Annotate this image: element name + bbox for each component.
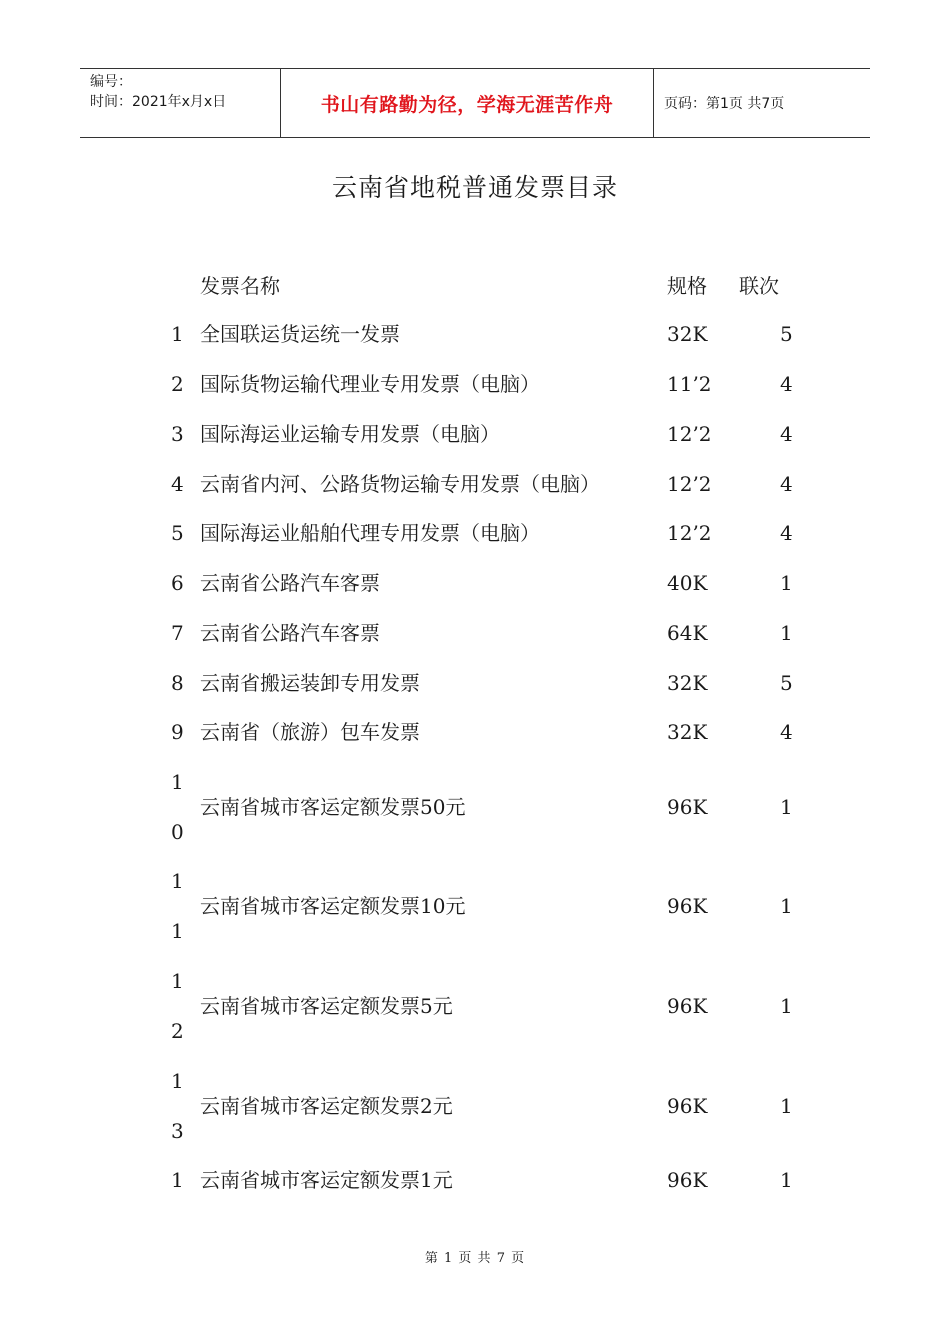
invoice-name: 云南省城市客运定额发票10元 [200, 894, 466, 918]
invoice-copies: 5 [780, 671, 793, 695]
invoice-name: 国际海运业运输专用发票（电脑） [200, 422, 500, 446]
invoice-name: 云南省城市客运定额发票2元 [200, 1094, 453, 1118]
row-number: 5 [171, 521, 184, 545]
row-number: 1 [171, 322, 184, 346]
time-label: 时间：2021年x月x日 [90, 94, 227, 110]
row-number: 6 [171, 571, 184, 595]
invoice-name: 云南省城市客运定额发票1元 [200, 1168, 453, 1192]
invoice-spec: 12’2 [667, 472, 712, 496]
table-row [0, 1165, 950, 1195]
invoice-copies: 1 [780, 571, 793, 595]
header-meta [80, 69, 281, 137]
invoice-spec: 12’2 [667, 521, 712, 545]
table-row [0, 891, 950, 921]
invoice-copies: 1 [780, 994, 793, 1018]
invoice-name: 云南省内河、公路货物运输专用发票（电脑） [200, 472, 600, 496]
invoice-spec: 96K [667, 1094, 708, 1118]
row-number: 1 2 [171, 969, 184, 1043]
invoice-name: 云南省（旅游）包车发票 [200, 720, 420, 744]
invoice-spec: 12’2 [667, 422, 712, 446]
invoice-copies: 1 [780, 621, 793, 645]
invoice-spec: 96K [667, 894, 708, 918]
invoice-name: 云南省城市客运定额发票50元 [200, 795, 466, 819]
invoice-copies: 1 [780, 894, 793, 918]
page-footer: 第 1 页 共 7 页 [424, 1251, 526, 1266]
invoice-spec: 96K [667, 1168, 708, 1192]
row-number: 1 3 [171, 1069, 184, 1143]
document-header [80, 68, 870, 138]
table-row [0, 518, 950, 548]
table-row [0, 1091, 950, 1121]
invoice-copies: 1 [780, 795, 793, 819]
invoice-spec: 96K [667, 994, 708, 1018]
invoice-spec: 32K [667, 322, 708, 346]
row-number: 7 [171, 621, 184, 645]
row-number: 3 [171, 422, 184, 446]
invoice-name: 全国联运货运统一发票 [200, 322, 400, 346]
row-number: 9 [171, 720, 184, 744]
invoice-copies: 4 [780, 372, 793, 396]
row-number: 8 [171, 671, 184, 695]
invoice-name: 云南省城市客运定额发票5元 [200, 994, 453, 1018]
invoice-spec: 11’2 [667, 372, 712, 396]
table-row [0, 991, 950, 1021]
document-title: 云南省地税普通发票目录 [331, 173, 618, 202]
row-number: 2 [171, 372, 184, 396]
invoice-copies: 4 [780, 521, 793, 545]
invoice-copies: 4 [780, 472, 793, 496]
row-number: 1 0 [171, 770, 184, 844]
row-number: 4 [171, 472, 184, 496]
header-motto: 书山有路勤为径，学海无涯苦作舟 [281, 69, 654, 137]
invoice-spec: 32K [667, 720, 708, 744]
table-row [0, 369, 950, 399]
invoice-name: 国际货物运输代理业专用发票（电脑） [200, 372, 540, 396]
invoice-spec: 64K [667, 621, 708, 645]
invoice-name: 国际海运业船舶代理专用发票（电脑） [200, 521, 540, 545]
invoice-copies: 1 [780, 1094, 793, 1118]
invoice-spec: 96K [667, 795, 708, 819]
table-row [0, 618, 950, 648]
invoice-name: 云南省公路汽车客票 [200, 571, 380, 595]
table-row [0, 319, 950, 349]
row-number: 1 [171, 1168, 184, 1192]
invoice-copies: 4 [780, 422, 793, 446]
table-row [0, 419, 950, 449]
column-header-spec: 规格 [667, 274, 707, 298]
invoice-copies: 5 [780, 322, 793, 346]
invoice-name: 云南省搬运装卸专用发票 [200, 671, 420, 695]
table-row [0, 469, 950, 499]
column-header-name: 发票名称 [200, 274, 280, 298]
table-row [0, 568, 950, 598]
table-row [0, 792, 950, 822]
invoice-spec: 40K [667, 571, 708, 595]
table-row [0, 717, 950, 747]
invoice-copies: 4 [780, 720, 793, 744]
invoice-copies: 1 [780, 1168, 793, 1192]
invoice-spec: 32K [667, 671, 708, 695]
row-number: 1 1 [171, 869, 184, 943]
table-row [0, 668, 950, 698]
column-header-copies: 联次 [739, 274, 779, 298]
header-page-info: 页码：第1页 共7页 [664, 96, 785, 112]
invoice-name: 云南省公路汽车客票 [200, 621, 380, 645]
serial-label: 编号： [90, 74, 132, 90]
